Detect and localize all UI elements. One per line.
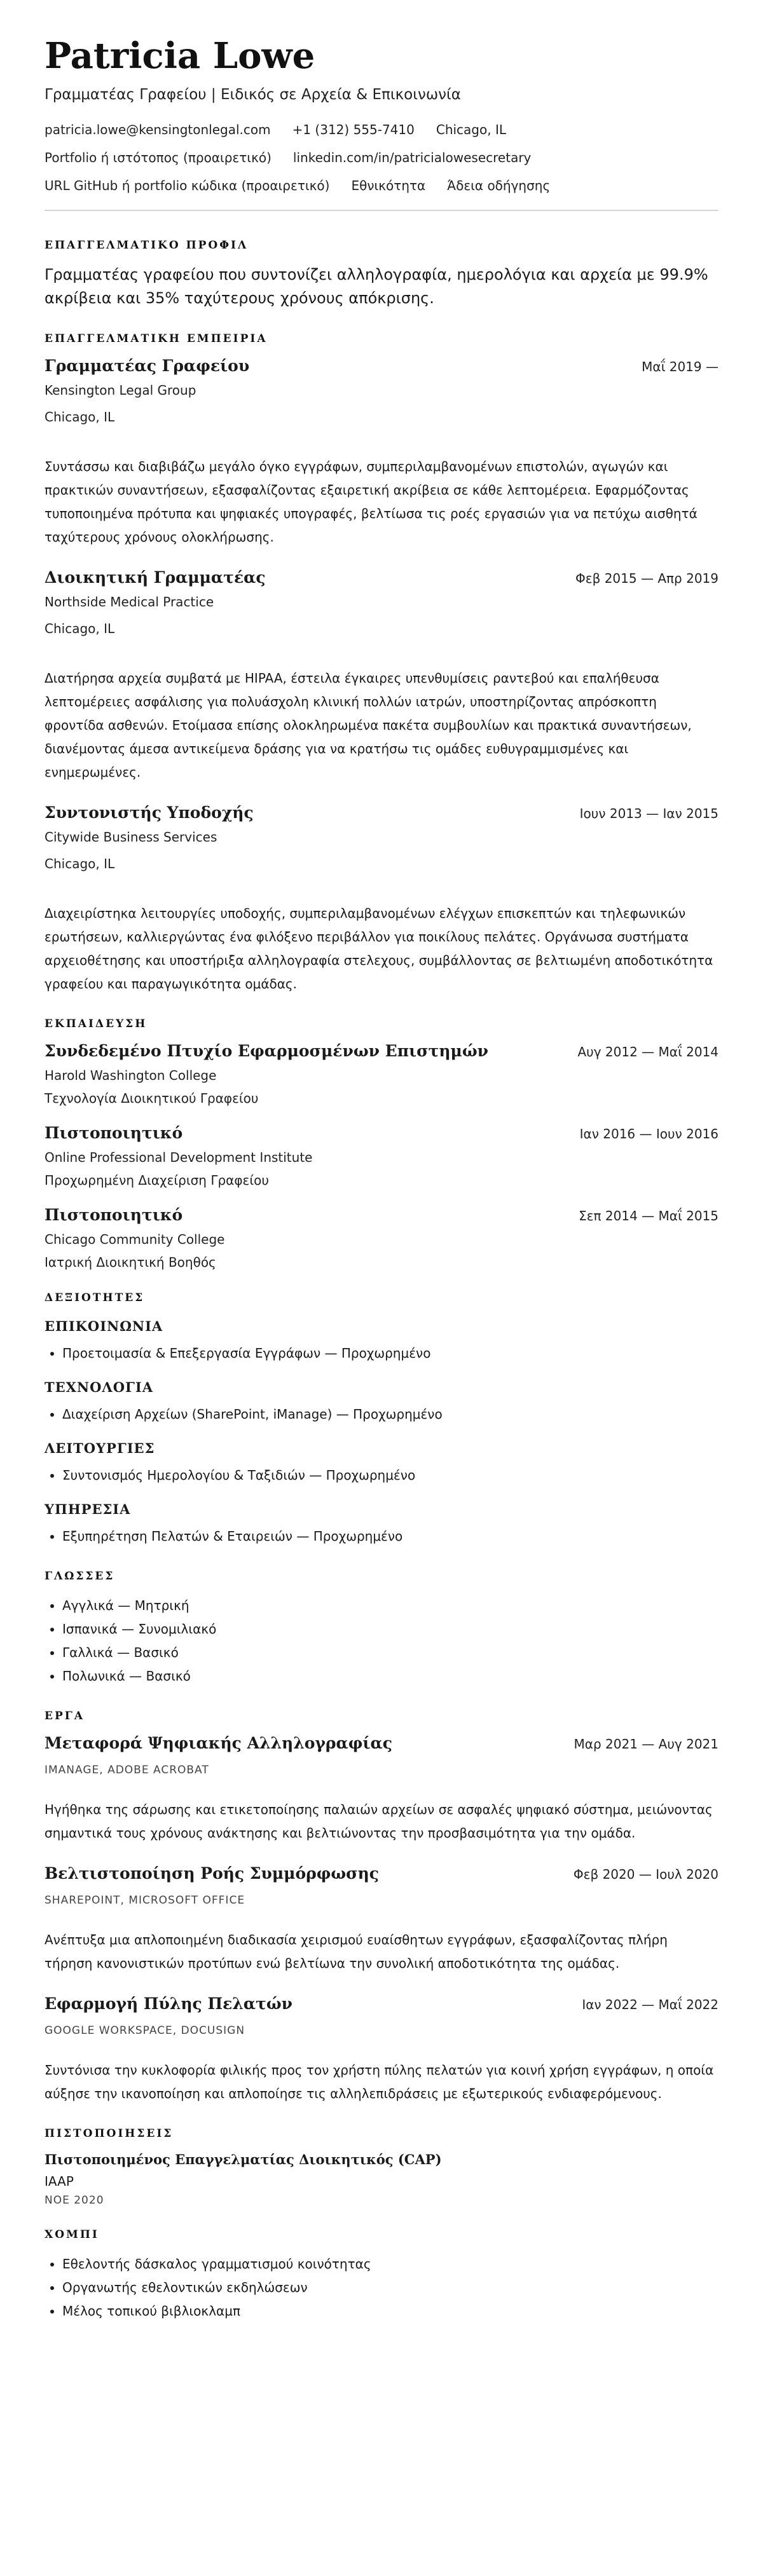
school-name: Harold Washington College <box>45 1067 217 1083</box>
project-entry <box>45 1864 718 1975</box>
job-company: Citywide Business Services <box>45 829 217 845</box>
skill-list <box>45 1342 718 1365</box>
contact-row-extra <box>45 178 718 193</box>
project-tech: SHAREPOINT, MICROSOFT OFFICE <box>45 1893 245 1907</box>
skills-section <box>45 1291 718 1548</box>
project-name: Βελτιστοποίηση Ροής Συμμόρφωσης <box>45 1864 380 1883</box>
project-description: Ηγήθηκα της σάρωσης και ετικετοποίησης παλαιών αρχείων σε ασφαλές ψηφιακό σύστημα, μειώνοντας σημαντικά τους χρόνους ανάκτησης και βελτιώνοντας την προσβασιμότητα για την ομάδα. <box>45 1801 713 1841</box>
skill-category: ΛΕΙΤΟΥΡΓΙΕΣ <box>45 1440 155 1456</box>
skill-category: ΥΠΗΡΕΣΙΑ <box>45 1501 131 1517</box>
project-tech: GOOGLE WORKSPACE, DOCUSIGN <box>45 2024 245 2037</box>
degree-title: Πιστοποιητικό <box>45 1123 183 1142</box>
skill-list <box>45 1525 718 1548</box>
job-title: Διοικητική Γραμματέας <box>45 568 266 587</box>
job-description: Διαχειρίστηκα λειτουργίες υποδοχής, συμπεριλαμβανομένων ελέγχων επισκεπτών και τηλεφωνικών ερωτήσεων, καλλιεργώντας ένα φιλόξενο περιβάλλον για ποικίλους πελάτες. Οργάνωσα συστήματα αρχειοθέτησης και υποστήριξα αλληλογραφία στελεχους, συμβάλλοντας σε βελτιωμένη αποδοτικότητα γραφείου και παραγωγικότητα ομάδας. <box>45 905 713 992</box>
skill-item: • Εξυπηρέτηση Πελατών & Εταιρειών — Προχωρημένο <box>62 1525 718 1548</box>
certification-issuer: IAAP <box>45 2173 74 2189</box>
job-location: Chicago, IL <box>45 855 115 871</box>
header-divider <box>45 210 718 211</box>
candidate-name: Patricia Lowe <box>45 35 315 77</box>
hobbies-section <box>45 2228 718 2323</box>
skill-item: • Διαχείριση Αρχείων (SharePoint, iManage) — Προχωρημένο <box>62 1403 718 1426</box>
certification-entry <box>45 2151 718 2207</box>
contact-portfolio[interactable]: Portfolio ή ιστότοπος (προαιρετικό) <box>45 150 272 166</box>
job-location: Chicago, IL <box>45 409 115 425</box>
language-item: • Αγγλικά — Μητρική <box>62 1594 718 1618</box>
project-date: Μαρ 2021 — Αυγ 2021 <box>574 1736 718 1752</box>
section-title-skills: ΔΕΞΙΟΤΗΤΕΣ <box>45 1291 145 1304</box>
study-field: Προχωρημένη Διαχείριση Γραφείου <box>45 1172 269 1188</box>
section-title-certifications: ΠΙΣΤΟΠΟΙΗΣΕΙΣ <box>45 2127 174 2140</box>
project-tech: IMANAGE, ADOBE ACROBAT <box>45 1763 209 1776</box>
experience-section <box>45 332 718 996</box>
language-item: • Πολωνικά — Βασικό <box>62 1665 718 1688</box>
job-location: Chicago, IL <box>45 620 115 636</box>
section-title-education: ΕΚΠΑΙΔΕΥΣΗ <box>45 1017 148 1030</box>
degree-title: Συνδεδεμένο Πτυχίο Εφαρμοσμένων Επιστημών <box>45 1041 488 1060</box>
profile-text: Γραμματέας γραφείου που συντονίζει αλληλογραφία, ημερολόγια και αρχεία με 99.9% ακρίβεια και 35% ταχύτερους χρόνους απόκρισης. <box>45 266 708 308</box>
skill-category: ΕΠΙΚΟΙΝΩΝΙΑ <box>45 1318 163 1334</box>
languages-section <box>45 1570 718 1688</box>
project-entry <box>45 1734 718 1845</box>
job-date: Μαΐ 2019 — <box>642 358 718 374</box>
job-description: Συντάσσω και διαβιβάζω μεγάλο όγκο εγγράφων, συμπεριλαμβανομένων επιστολών, αγωγών και πρακτικών συναντήσεων, εξασφαλίζοντας εξαιρετική ακρίβεια σε κάθε λεπτομέρεια. Εφαρμόζοντας τυποποιημένα πρότυπα και ψηφιακές υπογραφές, βελτίωσα τις ροές εργασιών για να πετύχω αισθητά ταχύτερους χρόνους ολοκλήρωσης. <box>45 458 698 545</box>
experience-entry <box>45 803 718 996</box>
education-entry <box>45 1124 718 1188</box>
job-company: Northside Medical Practice <box>45 594 214 610</box>
section-title-hobbies: ΧΟΜΠΙ <box>45 2228 99 2241</box>
certification-date: ΝΟΕ 2020 <box>45 2193 104 2207</box>
job-title: Συντονιστής Υποδοχής <box>45 803 254 822</box>
job-title: Γραμματέας Γραφείου <box>45 356 250 375</box>
hobby-item: • Μέλος τοπικού βιβλιοκλαμπ <box>62 2300 718 2323</box>
project-name: Μεταφορά Ψηφιακής Αλληλογραφίας <box>45 1733 392 1752</box>
job-company: Kensington Legal Group <box>45 382 196 398</box>
contact-linkedin[interactable]: linkedin.com/in/patricialowesecretary <box>292 150 532 166</box>
job-description: Διατήρησα αρχεία συμβατά με HIPAA, έστειλα έγκαιρες υπενθυμίσεις ραντεβού και επαλήθευσα λεπτομέρειες ασφάλισης για πολυάσχολη κλινική πολλών ιατρών, υποστηρίζοντας απρόσκοπτη φροντίδα ασθενών. Ετοίμασα επίσης ολοκληρωμένα πακέτα συμβουλίων και πρακτικά συναντήσεων, διανέμοντας άμεσα αντικείμενα δράσης για να κρατήσω τις ομάδες ευθυγραμμισμένες και ενημερωμένες. <box>45 670 692 780</box>
contact-phone[interactable]: +1 (312) 555-7410 <box>292 122 415 138</box>
skill-list <box>45 1403 718 1426</box>
contact-location: Chicago, IL <box>436 122 506 138</box>
language-list <box>45 1594 718 1688</box>
resume-header <box>45 35 718 193</box>
study-field: Ιατρική Διοικητική Βοηθός <box>45 1254 216 1270</box>
contact-row-primary <box>45 122 718 137</box>
hobby-item: • Οργανωτής εθελοντικών εκδηλώσεων <box>62 2276 718 2300</box>
profile-section <box>45 239 718 310</box>
projects-section <box>45 1710 718 2106</box>
section-title-languages: ΓΛΩΣΣΕΣ <box>45 1569 115 1583</box>
skill-item: • Προετοιμασία & Επεξεργασία Εγγράφων — Προχωρημένο <box>62 1342 718 1365</box>
contact-license: Άδεια οδήγησης <box>447 178 551 194</box>
project-description: Ανέπτυξα μια απλοποιημένη διαδικασία χειρισμού ευαίσθητων εγγράφων, εξασφαλίζοντας πλήρη τήρηση κανονιστικών προτύπων ενώ βελτίωνα την συνολική αποδοτικότητα της ομάδας. <box>45 1932 668 1971</box>
project-date: Ιαν 2022 — Μαΐ 2022 <box>582 1996 718 2012</box>
certifications-section <box>45 2127 718 2207</box>
candidate-tagline: Γραμματέας Γραφείου | Ειδικός σε Αρχεία & Επικοινωνία <box>45 86 461 104</box>
education-entry <box>45 1042 718 1106</box>
project-date: Φεβ 2020 — Ιουλ 2020 <box>573 1866 718 1882</box>
language-item: • Γαλλικά — Βασικό <box>62 1641 718 1665</box>
section-title-experience: ΕΠΑΓΓΕΛΜΑΤΙΚΗ ΕΜΠΕΙΡΙΑ <box>45 332 268 345</box>
language-item: • Ισπανικά — Συνομιλιακό <box>62 1618 718 1641</box>
project-description: Συντόνισα την κυκλοφορία φιλικής προς τον χρήστη πύλης πελατών για κοινή χρήση εγγράφων, η οποία αύξησε την ικανοποίηση και απλοποίησε τις αλληλεπιδράσεις με εξωτερικούς ενδιαφερόμενους. <box>45 2062 714 2101</box>
section-title-projects: ΕΡΓΑ <box>45 1709 85 1722</box>
hobby-item: • Εθελοντής δάσκαλος γραμματισμού κοινότητας <box>62 2252 718 2276</box>
contact-row-links <box>45 150 718 165</box>
degree-title: Πιστοποιητικό <box>45 1205 183 1224</box>
job-date: Ιουν 2013 — Ιαν 2015 <box>579 805 718 821</box>
skill-list <box>45 1464 718 1487</box>
study-field: Τεχνολογία Διοικητικού Γραφείου <box>45 1090 259 1106</box>
hobby-list <box>45 2252 718 2323</box>
contact-github[interactable]: URL GitHub ή portfolio κώδικα (προαιρετικό) <box>45 178 330 194</box>
job-date: Φεβ 2015 — Απρ 2019 <box>575 570 718 586</box>
section-title-profile: ΕΠΑΓΓΕΛΜΑΤΙΚΟ ΠΡΟΦΙΛ <box>45 239 249 252</box>
education-date: Ιαν 2016 — Ιουν 2016 <box>579 1126 718 1141</box>
certification-name: Πιστοποιημένος Επαγγελματίας Διοικητικός (CAP) <box>45 2151 442 2167</box>
education-date: Σεπ 2014 — Μαΐ 2015 <box>579 1208 718 1223</box>
school-name: Chicago Community College <box>45 1231 225 1247</box>
project-entry <box>45 1994 718 2106</box>
school-name: Online Professional Development Institute <box>45 1149 313 1165</box>
experience-entry <box>45 357 718 549</box>
project-name: Εφαρμογή Πύλης Πελατών <box>45 1994 293 2013</box>
skill-category: ΤΕΧΝΟΛΟΓΙΑ <box>45 1379 154 1395</box>
education-date: Αυγ 2012 — Μαΐ 2014 <box>577 1044 718 1060</box>
education-entry <box>45 1206 718 1270</box>
education-section <box>45 1018 718 1270</box>
skill-item: • Συντονισμός Ημερολογίου & Ταξιδιών — Προχωρημένο <box>62 1464 718 1487</box>
contact-nationality: Εθνικότητα <box>351 178 426 194</box>
contact-email[interactable]: patricia.lowe@kensingtonlegal.com <box>45 122 271 138</box>
experience-entry <box>45 568 718 784</box>
